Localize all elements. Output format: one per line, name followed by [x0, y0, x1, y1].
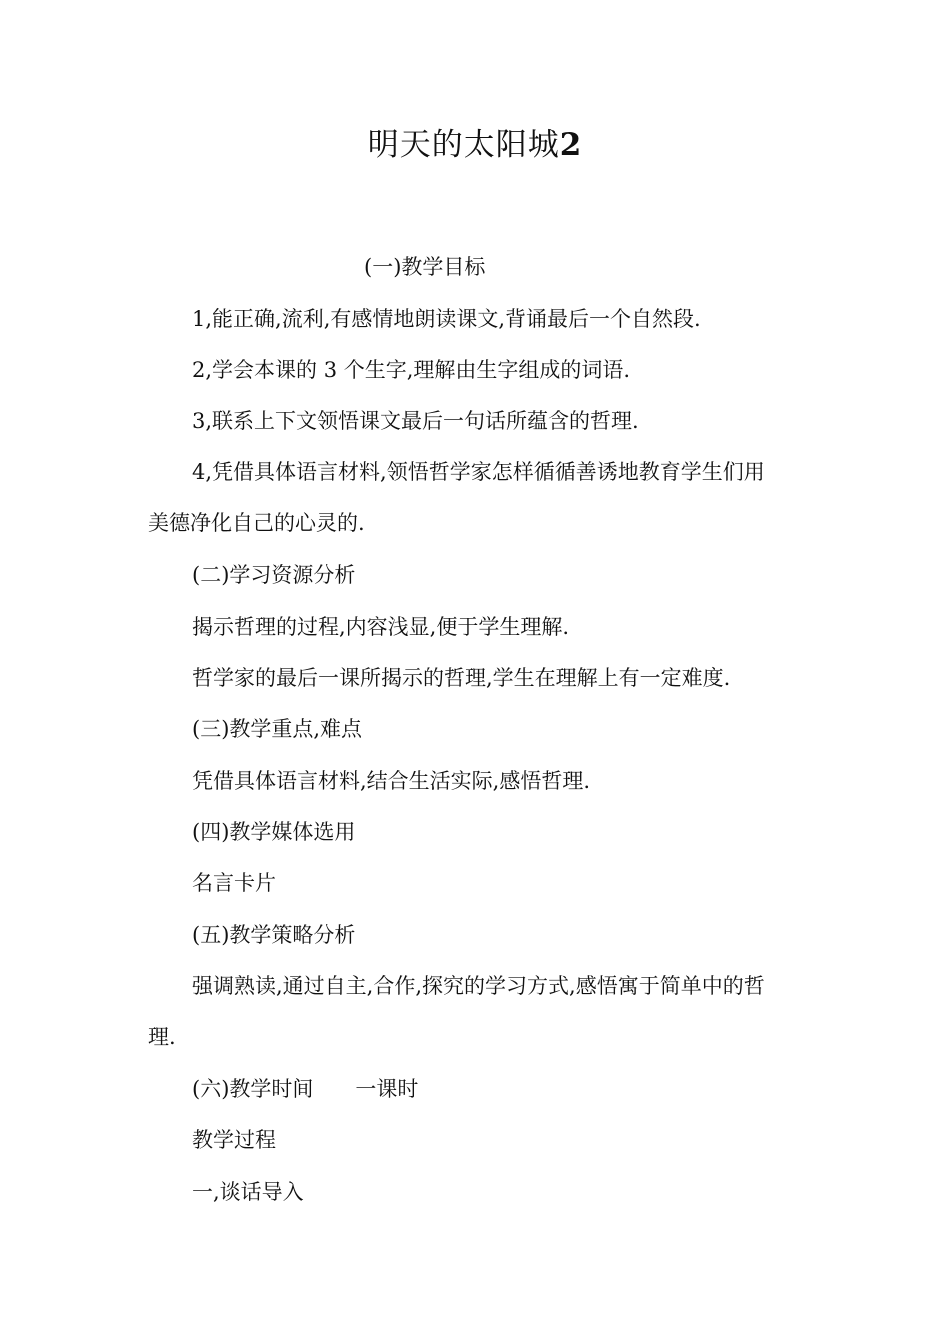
goal-2: 2,学会本课的 3 个生字,理解由生字组成的词语.: [192, 358, 631, 382]
media-paragraph: 名言卡片: [192, 871, 276, 895]
goal-4-line-2: 美德净化自己的心灵的.: [148, 511, 365, 535]
resources-heading: (二)学习资源分析: [192, 563, 356, 587]
time-heading: (六)教学时间: [192, 1077, 314, 1101]
time-value: 一课时: [355, 1077, 419, 1101]
resources-paragraph-2: 哲学家的最后一课所揭示的哲理,学生在理解上有一定难度.: [192, 666, 731, 690]
time-row: [192, 1074, 418, 1104]
strategy-heading: (五)教学策略分析: [192, 923, 356, 947]
goals-heading: (一)教学目标: [364, 255, 486, 279]
focus-paragraph: 凭借具体语言材料,结合生活实际,感悟哲理.: [192, 769, 591, 793]
title-number: 2: [559, 127, 583, 163]
step-1: 一,谈话导入: [192, 1180, 304, 1204]
strategy-line-2: 理.: [148, 1025, 176, 1049]
goal-1: 1,能正确,流利,有感情地朗读课文,背诵最后一个自然段.: [192, 307, 701, 331]
goal-4-line-1: 4,凭借具体语言材料,领悟哲学家怎样循循善诱地教育学生们用: [192, 460, 765, 484]
goal-3: 3,联系上下文领悟课文最后一句话所蕴含的哲理.: [192, 409, 639, 433]
title-text: 明天的太阳城: [367, 127, 560, 163]
strategy-line-1: 强调熟读,通过自主,合作,探究的学习方式,感悟寓于简单中的哲: [192, 974, 765, 998]
media-heading: (四)教学媒体选用: [192, 820, 356, 844]
page-title: [0, 122, 950, 168]
focus-heading: (三)教学重点,难点: [192, 717, 363, 741]
process-heading: 教学过程: [192, 1128, 276, 1152]
resources-paragraph-1: 揭示哲理的过程,内容浅显,便于学生理解.: [192, 615, 570, 639]
